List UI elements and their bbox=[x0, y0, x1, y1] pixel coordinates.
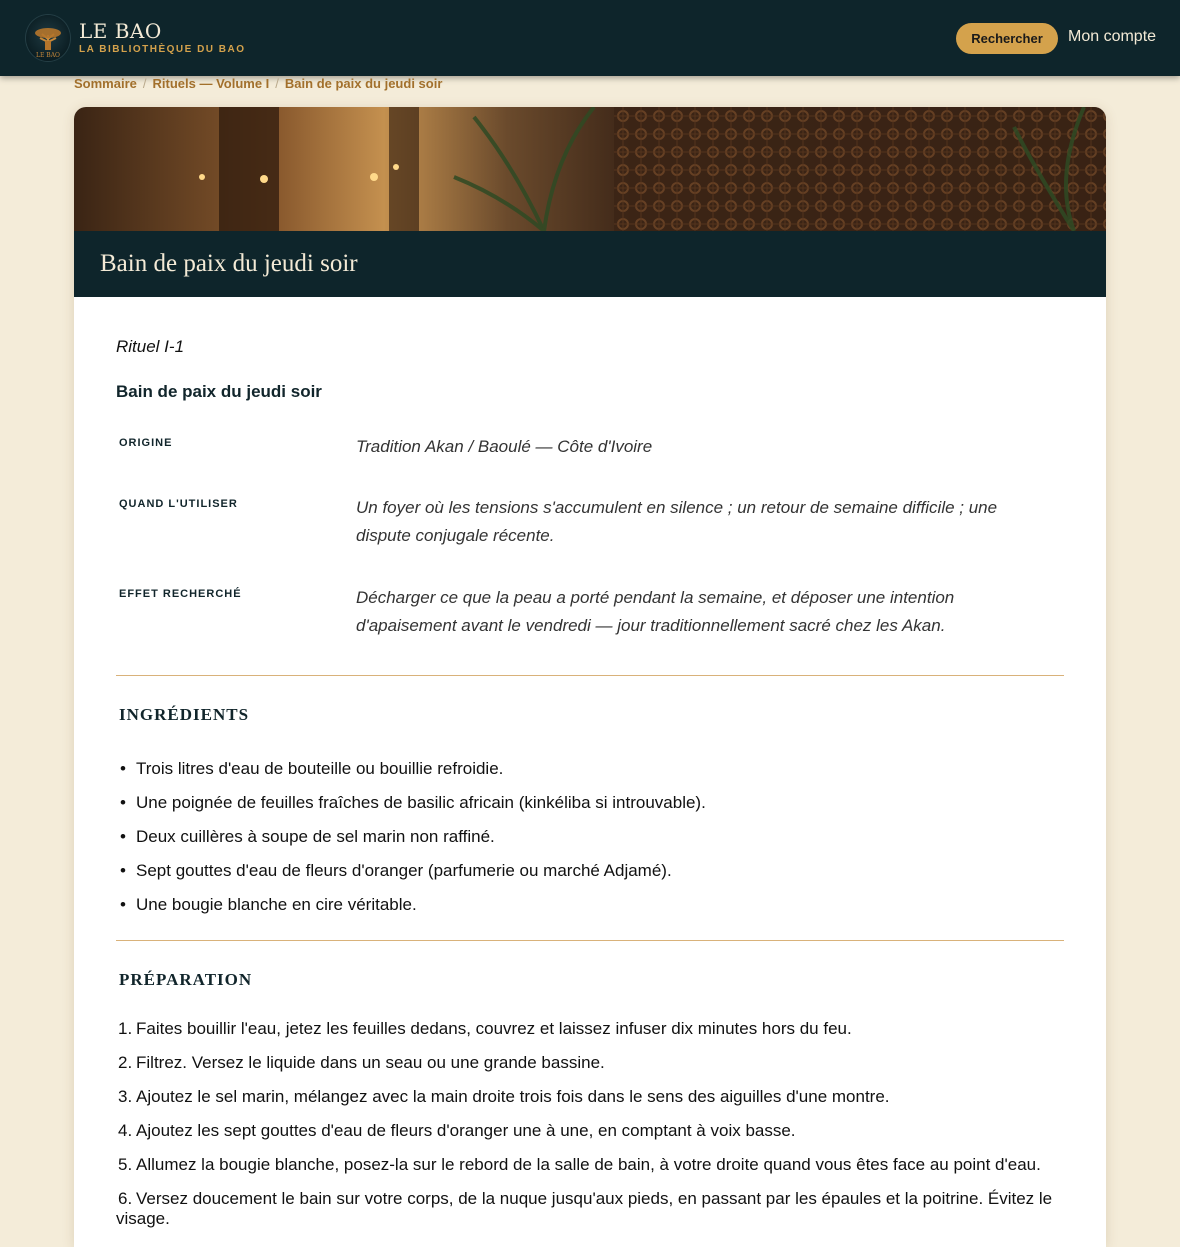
list-item: • Trois litres d'eau de bouteille ou bouillie refroidie. bbox=[116, 759, 706, 793]
baobab-logo-icon[interactable] bbox=[26, 15, 70, 61]
bullet-icon: • bbox=[120, 793, 126, 812]
meta-value-quand: Un foyer où les tensions s'accumulent en silence ; un retour de semaine difficile ; une dispute conjugale récente. bbox=[356, 498, 998, 545]
logo-text: LE BAO bbox=[36, 52, 60, 59]
list-item: • Une bougie blanche en cire véritable. bbox=[116, 895, 706, 929]
preparation-heading: PRÉPARATION bbox=[119, 970, 253, 989]
brand-subtitle: LA BIBLIOTHÈQUE DU BAO bbox=[79, 44, 246, 55]
section-divider bbox=[116, 675, 1064, 676]
breadcrumb-item-current: Bain de paix du jeudi soir bbox=[284, 76, 443, 91]
breadcrumb-item-volume[interactable]: Rituels — Volume I bbox=[152, 76, 270, 91]
ritual-name: Bain de paix du jeudi soir bbox=[116, 382, 322, 401]
step-item: 4. Ajoutez les sept gouttes d'eau de fleurs d'oranger une à une, en comptant à voix basse. bbox=[118, 1121, 796, 1140]
ritual-number: Rituel I-1 bbox=[116, 337, 185, 356]
breadcrumb-separator: / bbox=[142, 76, 147, 91]
top-navbar bbox=[0, 0, 1180, 76]
hero-image bbox=[74, 107, 1106, 231]
meta-label-origine: ORIGINE bbox=[119, 437, 173, 449]
meta-value-effet: Décharger ce que la peau a porté pendant la semaine, et déposer une intention d'apaisement avant le vendredi — jour traditionnellement sacré chez les Akan. bbox=[356, 588, 955, 635]
brand-title[interactable]: LE BAO bbox=[79, 19, 162, 43]
meta-label-effet: EFFET RECHERCHÉ bbox=[119, 588, 242, 600]
bullet-icon: • bbox=[120, 895, 126, 914]
bullet-icon: • bbox=[120, 827, 126, 846]
ritual-card bbox=[74, 107, 1106, 1247]
section-divider bbox=[116, 940, 1064, 941]
step-item: 1. Faites bouillir l'eau, jetez les feuilles dedans, couvrez et laissez infuser dix minutes hors du feu. bbox=[118, 1019, 852, 1038]
preparation-steps bbox=[116, 1019, 1106, 1228]
meta-value-origine: Tradition Akan / Baoulé — Côte d'Ivoire bbox=[356, 437, 653, 456]
list-item: • Une poignée de feuilles fraîches de basilic africain (kinkéliba si introuvable). bbox=[116, 793, 706, 827]
breadcrumb-separator: / bbox=[275, 76, 279, 91]
breadcrumb-item-sommaire[interactable]: Sommaire bbox=[74, 76, 137, 91]
list-item: • Deux cuillères à soupe de sel marin non raffiné. bbox=[116, 827, 706, 861]
ingredients-heading: INGRÉDIENTS bbox=[119, 705, 250, 724]
search-button[interactable]: Rechercher bbox=[956, 23, 1058, 54]
step-item: 2. Filtrez. Versez le liquide dans un seau ou une grande bassine. bbox=[118, 1053, 605, 1072]
breadcrumb bbox=[74, 76, 442, 91]
bullet-icon: • bbox=[120, 861, 126, 880]
meta-label-quand: QUAND L'UTILISER bbox=[119, 498, 238, 510]
step-item: 3. Ajoutez le sel marin, mélangez avec la main droite trois fois dans le sens des aiguilles d'une montre. bbox=[118, 1087, 890, 1106]
hero-title: Bain de paix du jeudi soir bbox=[100, 250, 358, 277]
list-item: • Sept gouttes d'eau de fleurs d'oranger (parfumerie ou marché Adjamé). bbox=[116, 861, 706, 895]
account-link[interactable]: Mon compte bbox=[1068, 28, 1157, 45]
bullet-icon: • bbox=[120, 759, 126, 778]
step-item: 6. Versez doucement le bain sur votre corps, de la nuque jusqu'aux pieds, en passant par les épaules et la poitrine. Évitez le visage. bbox=[116, 1189, 1053, 1228]
ingredients-list bbox=[116, 759, 706, 929]
step-item: 5. Allumez la bougie blanche, posez-la sur le rebord de la salle de bain, à votre droite quand vous êtes face au point d'eau. bbox=[118, 1155, 1041, 1174]
